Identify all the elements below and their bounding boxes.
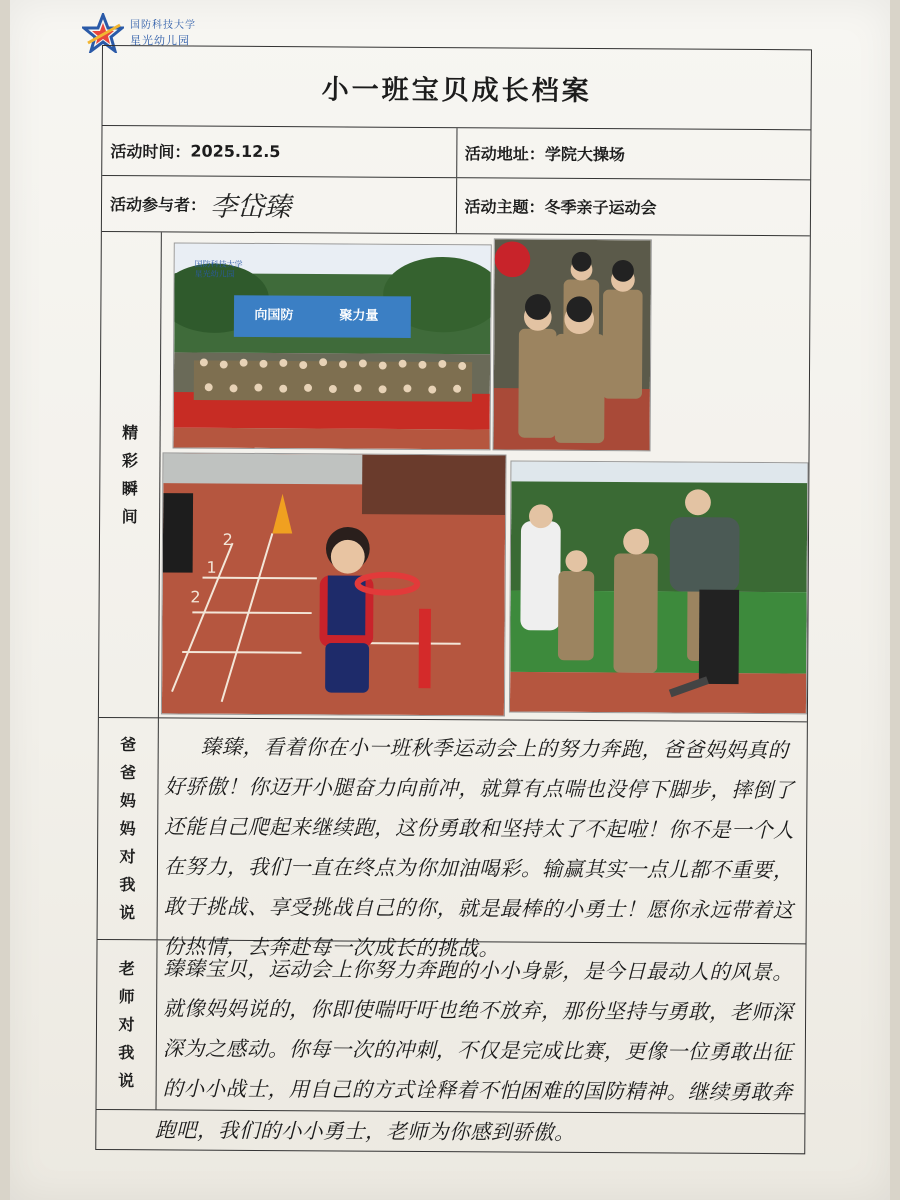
highlight-moments-label bbox=[99, 232, 162, 718]
growth-record-form bbox=[95, 45, 812, 1154]
page-title: 小一班宝贝成长档案 bbox=[321, 74, 592, 107]
activity-place-value: 学院大操场 bbox=[544, 144, 625, 165]
label-char: 爸 bbox=[119, 762, 137, 782]
banner-text-left: 向国防 bbox=[254, 307, 294, 324]
watermark-line-1: 国防科技大学 bbox=[194, 259, 243, 269]
teacher-message-label bbox=[97, 940, 158, 1109]
label-char: 妈 bbox=[119, 790, 136, 810]
banner-text-right: 聚力量 bbox=[339, 308, 379, 324]
participant-name-handwritten: 李岱臻 bbox=[209, 191, 292, 224]
teacher-message-overflow: 跑吧，我们的小小勇士，老师为你感到骄傲。 bbox=[154, 1117, 576, 1145]
theme-cell bbox=[455, 178, 810, 235]
svg-text:2: 2 bbox=[190, 587, 201, 607]
label-char: 间 bbox=[121, 507, 138, 527]
activity-place-cell bbox=[456, 128, 811, 179]
label-char: 我 bbox=[118, 1042, 135, 1062]
title-row bbox=[103, 46, 811, 130]
parent-message-section bbox=[98, 718, 807, 961]
teacher-message-section bbox=[96, 940, 805, 1114]
svg-text:2: 2 bbox=[222, 530, 233, 550]
participant-label: 活动参与者： bbox=[109, 195, 207, 215]
logo-line-1: 国防科技大学 bbox=[130, 20, 196, 31]
label-char: 说 bbox=[119, 902, 136, 922]
label-char: 彩 bbox=[121, 451, 139, 471]
activity-place-label: 活动地址： bbox=[464, 144, 545, 164]
label-char: 说 bbox=[118, 1070, 135, 1090]
info-row-time-place bbox=[102, 126, 810, 180]
logo-line-2: 星光幼儿园 bbox=[130, 34, 190, 47]
label-char: 瞬 bbox=[121, 479, 138, 499]
girl-ring-toss-photo bbox=[161, 452, 507, 716]
label-char: 精 bbox=[122, 423, 139, 443]
theme-label: 活动主题： bbox=[464, 197, 545, 217]
theme-value: 冬季亲子运动会 bbox=[544, 197, 657, 218]
activity-time-value: 2025.12.5 bbox=[190, 141, 281, 162]
info-row-participant-theme bbox=[102, 176, 810, 236]
label-char: 对 bbox=[118, 1014, 135, 1034]
label-char: 我 bbox=[119, 874, 136, 894]
label-char: 对 bbox=[119, 846, 136, 866]
svg-text:1: 1 bbox=[206, 557, 217, 577]
photo-watermark bbox=[195, 260, 243, 280]
label-char: 妈 bbox=[119, 818, 136, 838]
label-char: 老 bbox=[118, 958, 135, 978]
parent-message-text: 臻臻，看着你在小一班秋季运动会上的努力奔跑，爸爸妈妈真的好骄傲！你迈开小腿奋力向前冲，就算有点喘也没停下脚步，摔倒了还能自己爬起来继续跑，这份勇敢和坚持太了不起啦！你不是一个人在努力，我们一直在终点为你加油喝彩。输赢其实一点儿都不重要，敢于挑战、享受挑战自己的你，就是最棒的小勇士！愿你永远带着这份热情，去奔赴每一次成长的挑战。 bbox=[163, 734, 795, 961]
highlight-moments-section bbox=[99, 232, 810, 722]
activity-time-cell bbox=[102, 126, 456, 177]
teacher-kids-photo bbox=[509, 461, 809, 715]
teacher-message-text: 臻臻宝贝，运动会上你努力奔跑的小小身影，是今日最动人的风景。就像妈妈说的，你即使喘吁吁也绝不放弃，那份坚持与勇敢，老师深深为之感动。你每一次的冲刺，不仅是完成比赛，更像一位勇敢出征的小小战士，用自己的方式诠释着不怕困难的国防精神。继续勇敢奔 bbox=[162, 956, 794, 1105]
participant-cell bbox=[102, 176, 456, 233]
watermark-line-2: 星光幼儿园 bbox=[194, 269, 235, 279]
activity-time-label: 活动时间： bbox=[110, 142, 191, 162]
label-char: 师 bbox=[118, 986, 135, 1006]
group-photo bbox=[173, 242, 492, 450]
parent-message-label bbox=[98, 718, 159, 939]
kids-camo-photo bbox=[493, 238, 652, 451]
label-char: 爸 bbox=[120, 734, 137, 754]
